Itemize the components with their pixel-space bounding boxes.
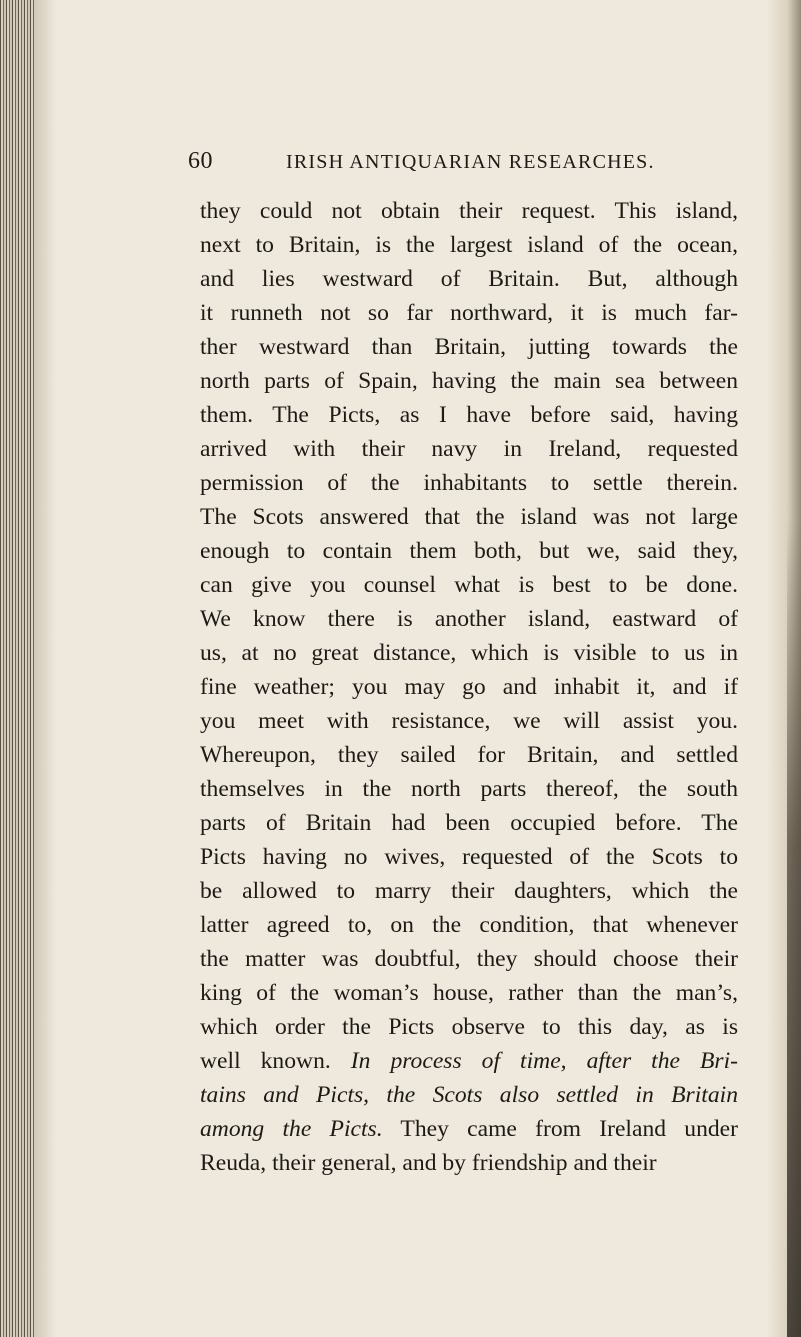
italic-phrase: In process of time, after the Bri-	[350, 1048, 738, 1074]
gutter-shadow	[34, 0, 56, 1337]
page-number: 60	[188, 148, 213, 174]
text-line: they could not obtain their request. This island,	[200, 198, 738, 224]
text-line: and lies westward of Britain. But, although	[200, 266, 738, 292]
body-text	[200, 194, 738, 1180]
text-line: north parts of Spain, having the main sea between	[200, 368, 738, 394]
text-line: permission of the inhabitants to settle therein.	[200, 470, 738, 496]
text-line: ther westward than Britain, jutting towards the	[200, 334, 738, 360]
running-head	[188, 148, 708, 180]
text-line: it runneth not so far northward, it is much far-	[200, 300, 738, 326]
running-head-title: IRISH ANTIQUARIAN RESEARCHES.	[286, 151, 655, 173]
text-line: Whereupon, they sailed for Britain, and settled	[200, 742, 738, 768]
italic-phrase: tains and Picts, the Scots also settled in Britain	[200, 1082, 738, 1108]
text-line: can give you counsel what is best to be done.	[200, 572, 738, 598]
book-binding-edge	[0, 0, 34, 1337]
text-line: among the Picts. They came from Ireland under	[200, 1116, 739, 1142]
text-line: enough to contain them both, but we, said they,	[200, 538, 738, 564]
text-line: parts of Britain had been occupied before. The	[200, 810, 738, 836]
text-line: which order the Picts observe to this day, as is	[200, 1014, 738, 1040]
text-line: arrived with their navy in Ireland, requested	[200, 436, 738, 462]
text-line: you meet with resistance, we will assist you.	[200, 708, 738, 734]
text-line: Picts having no wives, requested of the Scots to	[200, 844, 738, 870]
text-line: be allowed to marry their daughters, which the	[200, 878, 738, 904]
text-line: the matter was doubtful, they should choose their	[200, 946, 738, 972]
text-line: king of the woman’s house, rather than the man’s,	[200, 980, 738, 1006]
text-line: next to Britain, is the largest island of the ocean,	[200, 232, 738, 258]
text-line-last: Reuda, their general, and by friendship and their	[200, 1150, 657, 1176]
text-line: latter agreed to, on the condition, that whenever	[200, 912, 738, 938]
text-line: themselves in the north parts thereof, the south	[200, 776, 738, 802]
page-edge-dark	[787, 520, 801, 1337]
text-line	[200, 1078, 738, 1112]
text-line: us, at no great distance, which is visible to us in	[200, 640, 738, 666]
text-line: well known. In process of time, after the Bri-	[200, 1048, 738, 1074]
italic-phrase: among the Picts.	[200, 1116, 383, 1142]
text-line: The Scots answered that the island was not large	[200, 504, 738, 530]
text-line: fine weather; you may go and inhabit it, and if	[200, 674, 738, 700]
text-line: We know there is another island, eastward of	[200, 606, 738, 632]
text-line: them. The Picts, as I have before said, having	[200, 402, 738, 428]
